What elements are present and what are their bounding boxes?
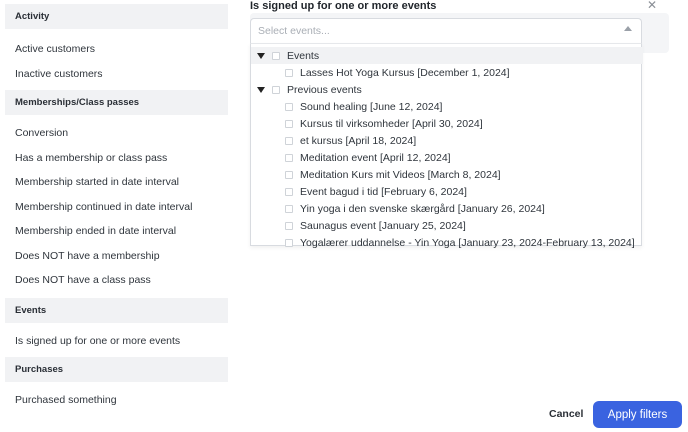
events-select[interactable] (250, 18, 642, 43)
tree-item[interactable] (251, 98, 643, 115)
close-icon[interactable]: ✕ (647, 0, 658, 12)
tree-item-label: Kursus til virksomheder [April 30, 2024] (300, 117, 483, 130)
tree-item-label: Meditation Kurs mit Videos [March 8, 2024] (300, 168, 501, 181)
expand-triangle-icon[interactable] (257, 53, 265, 59)
apply-filters-button[interactable]: Apply filters (593, 401, 682, 428)
sidebar-item-inactive-customers[interactable]: Inactive customers (15, 67, 103, 80)
checkbox[interactable] (285, 120, 293, 128)
section-header-purchases: Purchases (5, 357, 228, 382)
section-header-events: Events (5, 298, 228, 323)
tree-item[interactable] (251, 132, 643, 149)
checkbox[interactable] (272, 52, 280, 60)
sidebar-item-purchased-something[interactable]: Purchased something (15, 394, 117, 407)
checkbox[interactable] (285, 103, 293, 111)
tree-item[interactable] (251, 234, 643, 251)
sidebar-item-no-membership[interactable]: Does NOT have a membership (15, 249, 160, 262)
tree-item-label: Saunagus event [January 25, 2024] (300, 219, 466, 232)
tree-item-label: Sound healing [June 12, 2024] (300, 100, 443, 113)
tree-group-events[interactable] (251, 47, 643, 64)
filter-sidebar (0, 0, 236, 407)
checkbox[interactable] (285, 154, 293, 162)
tree-item-label: Yin yoga i den svenske skærgård [January 26, 2024] (300, 202, 545, 215)
checkbox[interactable] (285, 239, 293, 247)
tree-item-label: Yogalærer uddannelse - Yin Yoga [January 23, 2024-February 13, 2024] (300, 236, 635, 249)
sidebar-item-no-class-pass[interactable]: Does NOT have a class pass (15, 274, 151, 287)
tree-item[interactable] (251, 166, 643, 183)
sidebar-item-has-membership[interactable]: Has a membership or class pass (15, 151, 168, 164)
checkbox[interactable] (285, 205, 293, 213)
sidebar-item-signed-up-events[interactable]: Is signed up for one or more events (15, 334, 181, 347)
tree-item-label: Event bagud i tid [February 6, 2024] (300, 185, 467, 198)
tree-group-previous-events[interactable] (251, 81, 643, 98)
filter-panel (250, 0, 670, 432)
tree-item[interactable] (251, 115, 643, 132)
tree-item[interactable] (251, 149, 643, 166)
checkbox[interactable] (285, 171, 293, 179)
tree-item[interactable] (251, 64, 643, 81)
chevron-up-icon[interactable] (624, 26, 632, 31)
checkbox[interactable] (285, 188, 293, 196)
sidebar-item-membership-continued[interactable]: Membership continued in date interval (15, 200, 193, 213)
sidebar-item-conversion[interactable]: Conversion (15, 127, 69, 140)
tree-item-label: Lasses Hot Yoga Kursus [December 1, 2024] (300, 66, 510, 79)
checkbox[interactable] (285, 222, 293, 230)
events-dropdown[interactable] (250, 43, 642, 249)
cancel-button[interactable]: Cancel (549, 408, 584, 420)
checkbox[interactable] (285, 69, 293, 77)
tree-item[interactable] (251, 183, 643, 200)
sidebar-item-membership-started[interactable]: Membership started in date interval (15, 176, 179, 189)
filter-title: Is signed up for one or more events (250, 0, 437, 12)
tree-group-label: Previous events (287, 83, 362, 96)
expand-triangle-icon[interactable] (257, 87, 265, 93)
tree-item-label: et kursus [April 18, 2024] (300, 134, 417, 147)
tree-item[interactable] (251, 217, 643, 234)
tree-item[interactable] (251, 200, 643, 217)
tree-group-label: Events (287, 49, 320, 62)
checkbox[interactable] (285, 137, 293, 145)
select-placeholder: Select events... (258, 25, 330, 37)
tree-item-label: Meditation event [April 12, 2024] (300, 151, 451, 164)
checkbox[interactable] (272, 86, 280, 94)
section-header-activity: Activity (5, 4, 228, 29)
section-header-memberships: Memberships/Class passes (5, 90, 228, 115)
sidebar-item-membership-ended[interactable]: Membership ended in date interval (15, 225, 177, 238)
sidebar-item-active-customers[interactable]: Active customers (15, 43, 95, 56)
